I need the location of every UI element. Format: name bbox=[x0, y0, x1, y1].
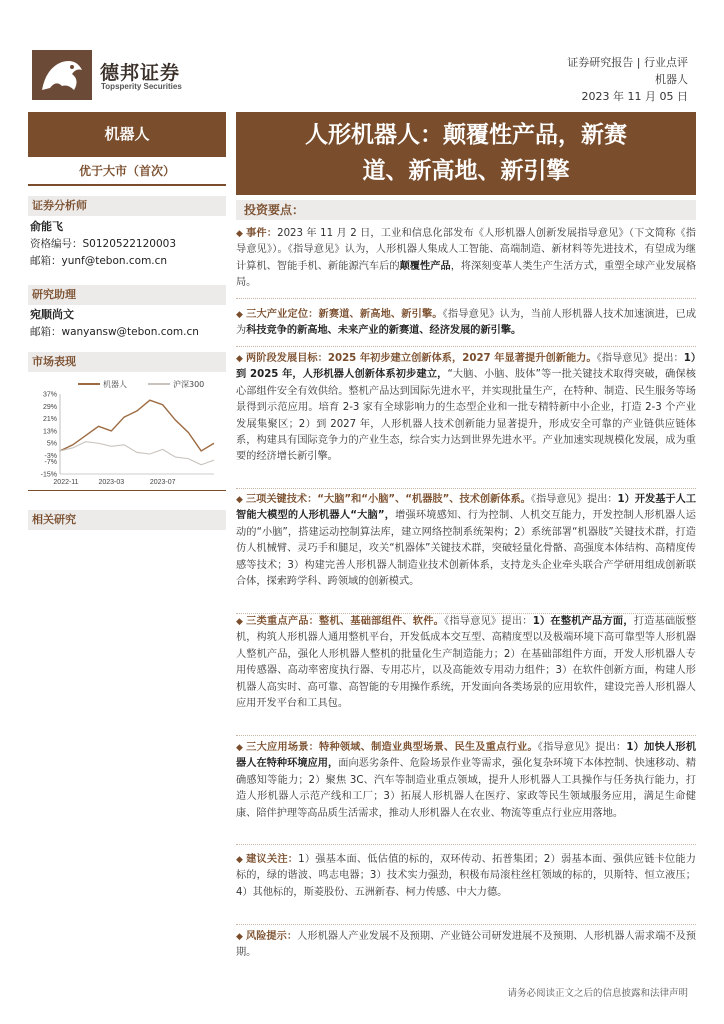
investment-point bbox=[236, 929, 696, 962]
title-line-1: 人形机器人：颠覆性产品，新赛 bbox=[305, 122, 627, 148]
chart-divider bbox=[28, 490, 226, 491]
disclaimer-footer: 请务必阅读正文之后的信息披露和法律声明 bbox=[507, 988, 688, 999]
point-lead: 三大应用场景：特种领域、制造业典型场景、民生及重点行业。 bbox=[246, 742, 538, 753]
point-lead: 建议关注： bbox=[246, 854, 299, 865]
y-tick-label: -7% bbox=[44, 459, 57, 467]
bullet-icon: ◆ bbox=[236, 354, 243, 364]
y-tick-label: -3% bbox=[44, 453, 57, 461]
brand-name-en: Topsperity Securities bbox=[101, 82, 182, 91]
bullet-icon: ◆ bbox=[236, 617, 244, 627]
x-tick-label: 2022-11 bbox=[53, 479, 79, 486]
point-text: 《指导意见》提出： bbox=[537, 742, 627, 753]
point-tail: 打造基础版整机，构筑人形机器人通用整机平台，开发低成本交互型、高精度型以及极端环境下高可靠型等人形机器人整机产品，强化人形机器人整机的批量化生产制造能力；2）在基础部组件方面，开发人形机器人专用传感器、高动率密度执行器、专用芯片，以及高能效专用动力组件；3）在软件创新方面，构建人形机器人高实时、高可靠、高智能的专用操作系统，开发面向各类场景的应用软件，建设完善人形机器人应用开发平台和工具包。 bbox=[236, 616, 697, 710]
legend-label: 沪深300 bbox=[173, 380, 205, 389]
assistant-email[interactable]: 邮箱：wanyansw@tebon.com.cn bbox=[30, 326, 199, 338]
point-text: 《指导意见》提出： bbox=[444, 616, 533, 627]
bullet-icon: ◆ bbox=[236, 743, 244, 753]
point-lead: 风险提示： bbox=[245, 931, 298, 942]
investment-point bbox=[236, 614, 696, 712]
point-bold: 颠覆性产品 bbox=[399, 260, 451, 272]
analyst-section-header: 证券分析师 bbox=[28, 196, 226, 216]
point-tail: “大脑、小脑、肢体”等一批关键技术取得突破，确保核心部组件安全有效供给。整机产品达到国际先进水平，并实现批量生产，在特种、制造、民生服务等场景得到示范应用。培育 2-3 家有全球影响力的生态型企业和一批专精特新中小企业，打造 2-3 个产业发展集聚区；2）到 2027 年，人形机器人技术创新能力显著提升，形成安全可靠的产业链供应链体系，构建具有国际竞争力的产业生态，综合实力达到世界先进水平。产业加速实现规模化发展，成为重要的经济增长新引擎。 bbox=[236, 369, 696, 463]
investment-highlights-header: 投资要点： bbox=[236, 200, 696, 220]
x-tick-label: 2023-07 bbox=[149, 479, 176, 486]
report-header bbox=[567, 54, 688, 105]
y-tick-label: 5% bbox=[46, 440, 57, 448]
bullet-icon: ◆ bbox=[236, 495, 243, 505]
point-bold: 1）在整机产品方面， bbox=[532, 616, 634, 627]
point-bold: 1）加快人形机器人在特种环境应用， bbox=[236, 742, 697, 770]
point-lead: 两阶段发展目标：2025 年初步建立创新体系，2027 年显著提升创新能力。 bbox=[245, 353, 597, 364]
title-line-2: 道、新高地、新引擎 bbox=[362, 158, 570, 184]
report-type: 证券研究报告 | 行业点评 bbox=[567, 56, 688, 69]
assistant-info bbox=[30, 306, 199, 341]
point-lead: 三项关键技术：“大脑”和“小脑”、“机器肢”、技术创新体系。 bbox=[245, 494, 531, 505]
point-lead: 事件： bbox=[246, 228, 278, 239]
point-bold: 1）开发基于人工智能大模型的人形机器人“大脑”， bbox=[236, 494, 697, 522]
investment-point bbox=[236, 307, 696, 340]
y-tick-label: 37% bbox=[42, 391, 57, 399]
bullet-icon: ◆ bbox=[236, 310, 244, 320]
point-lead: 三大产业定位：新赛道、新高地、新引擎。 bbox=[246, 309, 443, 320]
investment-point bbox=[236, 492, 696, 590]
point-divider bbox=[236, 298, 696, 299]
rating-divider bbox=[28, 184, 226, 186]
industry-box: 机器人 bbox=[28, 112, 226, 157]
legend-label: 机器人 bbox=[103, 380, 127, 389]
investment-point bbox=[236, 351, 696, 466]
bullet-icon: ◆ bbox=[236, 229, 244, 239]
market-section-header: 市场表现 bbox=[28, 352, 226, 372]
bullet-icon: ◆ bbox=[236, 855, 244, 865]
bullet-icon: ◆ bbox=[236, 932, 243, 942]
point-divider bbox=[236, 346, 696, 347]
brand-name-cn: 德邦证券 bbox=[100, 62, 181, 84]
report-date: 2023 年 11 月 05 日 bbox=[581, 90, 688, 103]
point-tail: ，将深刻变革人类生产生活方式，重塑全球产业发展格局。 bbox=[236, 260, 697, 289]
report-industry: 机器人 bbox=[655, 73, 688, 86]
point-bold: 科技竞争的新高地、未来产业的新赛道、经济发展的新引擎。 bbox=[246, 325, 522, 337]
point-text: 1）强基本面、低估值的标的，双环传动、拓普集团；2）弱基本面、强供应链卡位能力标的，绿的谐波、鸣志电器；3）技术实力强劲，积极布局滚柱丝杠领域的标的，贝斯特、恒立液压；4）其他标的，斯菱股份、五洲新春、柯力传感、中大力德。 bbox=[236, 854, 696, 898]
point-text: 人形机器人产业发展不及预期、产业链公司研发进展不及预期、人形机器人需求端不及预期。 bbox=[236, 931, 697, 959]
y-tick-label: 21% bbox=[42, 416, 57, 424]
point-text: 2023 年 11 月 2 日，工业和信息化部发布《人形机器人创新发展指导意见》（下文简称《指导意见》）。《指导意见》认为，人形机器人集成人工智能、高端制造、新材料等先进技术，有望成为继计算机、智能手机、新能源汽车后的 bbox=[236, 228, 696, 272]
assistant-section-header: 研究助理 bbox=[28, 285, 226, 305]
assistant-name: 宛顺尚文 bbox=[30, 308, 74, 321]
investment-point bbox=[236, 740, 696, 822]
investment-point bbox=[236, 226, 696, 292]
y-tick-label: 13% bbox=[42, 428, 57, 436]
market-performance-chart bbox=[28, 376, 226, 488]
point-tail: 增强环境感知、行为控制、人机交互能力，开发控制人形机器人运动的“小脑”，搭建运动控制算法库，建立网络控制系统架构；2）系统部署“机器肢”关键技术群，打造仿人机械臂、灵巧手和腿足，攻关“机器体”关键技术群，突破轻量化骨骼、高强度本体结构、高精度传感等技术；3）构建完善人形机器人制造业技术创新体系，支持龙头企业牵头联合产学研用组成创新联合体，探索跨学科、跨领域的创新模式。 bbox=[236, 510, 696, 588]
analyst-name: 俞能飞 bbox=[30, 220, 63, 233]
point-text: 《指导意见》提出： bbox=[530, 494, 618, 505]
point-text: 《指导意见》认为，当前人形机器人技术加速演进，已成为 bbox=[236, 309, 697, 337]
x-tick-label: 2023-03 bbox=[98, 479, 125, 486]
analyst-info bbox=[30, 218, 176, 270]
related-section-header: 相关研究 bbox=[28, 510, 226, 530]
company-logo bbox=[32, 50, 92, 100]
y-tick-label: 29% bbox=[42, 403, 57, 411]
series-line bbox=[60, 442, 214, 465]
point-tail: 面向恶劣条件、危险场景作业等需求，强化复杂环境下本体控制、快速移动、精确感知等能力；2）聚焦 3C、汽车等制造业重点领域，提升人形机器人工具操作与任务执行能力，打造人形机器人示范产线和工厂；3）拓展人形机器人在医疗、家政等民生领域服务应用，满足生命健康、陪伴护理等高品质生活需求，推动人形机器人在农业、物流等重点行业应用落地。 bbox=[236, 758, 697, 819]
analyst-email[interactable]: 邮箱：yunf@tebon.com.cn bbox=[30, 255, 168, 267]
investment-point bbox=[236, 852, 696, 901]
y-tick-label: -15% bbox=[40, 471, 57, 479]
analyst-cert: 资格编号：S0120522120003 bbox=[30, 238, 177, 250]
report-title bbox=[236, 112, 696, 195]
point-text: 《指导意见》提出： bbox=[596, 353, 684, 364]
point-bold: 1）到 2025 年，人形机器人创新体系初步建立， bbox=[236, 353, 696, 381]
rating-label: 优于大市（首次） bbox=[78, 164, 175, 178]
point-divider bbox=[236, 735, 696, 736]
point-divider bbox=[236, 924, 696, 925]
point-lead: 三类重点产品：整机、基础部组件、软件。 bbox=[246, 616, 445, 627]
point-divider bbox=[236, 488, 696, 489]
point-divider bbox=[236, 844, 696, 845]
